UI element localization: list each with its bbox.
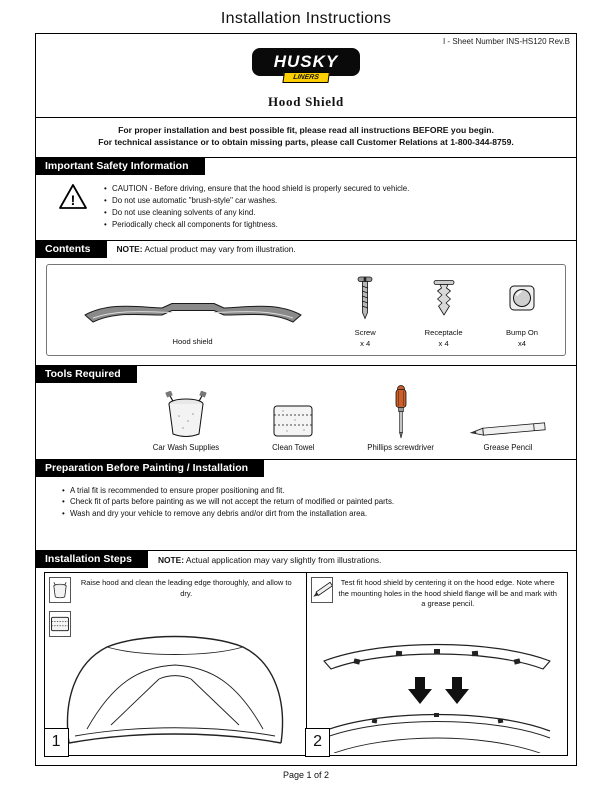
tool-label: Clean Towel	[272, 442, 315, 452]
steps-section-header: Installation Steps	[36, 551, 148, 568]
hood-cleaning-illustration	[45, 627, 306, 753]
hood-shield-illustration	[79, 291, 307, 332]
preparation-content	[36, 477, 576, 551]
tools-banner-row	[36, 366, 576, 383]
safety-content	[36, 175, 576, 239]
step-1-number: 1	[44, 728, 69, 757]
part-name: Receptacle	[424, 327, 463, 337]
safety-section	[36, 157, 576, 239]
preparation-bullet: • A trial fit is recommended to ensure proper positioning and fit.	[62, 485, 560, 497]
contents-note-text: Actual product may vary from illustration.	[144, 244, 296, 254]
step-2-number: 2	[305, 728, 330, 757]
safety-bullet: • Periodically check all components for tightness.	[104, 219, 409, 231]
product-title: Hood Shield	[268, 94, 344, 109]
preparation-banner-row	[36, 460, 576, 477]
car-wash-supplies-mini-icon	[49, 577, 71, 603]
part-receptacle	[415, 270, 473, 349]
contents-section-header: Contents	[36, 241, 107, 258]
part-qty: x 4	[438, 339, 449, 349]
tool-car-wash-supplies	[144, 391, 228, 453]
main-border-box	[35, 33, 577, 766]
step-2-panel	[307, 572, 569, 756]
logo-brand-text: HUSKY	[252, 48, 360, 76]
tool-clean-towel	[251, 391, 335, 453]
preparation-bullet: • Check fit of parts before painting as we will not accept the return of modified or painted parts.	[62, 496, 560, 508]
preparation-section	[36, 459, 576, 551]
step-2-instruction: Test fit hood shield by centering it on the hood edge. Note where the mounting holes in the hood shield flange will be and mark with a grease pencil.	[338, 578, 557, 609]
part-bump-on	[493, 270, 551, 349]
step-2-icons	[311, 577, 333, 603]
page-title: Installation Instructions	[220, 10, 392, 27]
tool-label: Car Wash Supplies	[152, 442, 220, 452]
part-name: Bump On	[505, 327, 539, 337]
contents-banner-row	[36, 241, 576, 258]
installation-steps-section	[36, 550, 576, 756]
parts-area	[332, 270, 555, 349]
husky-liners-logo	[252, 48, 360, 86]
safety-bullet: • Do not use cleaning solvents of any kind.	[104, 207, 409, 219]
tools-section-header: Tools Required	[36, 366, 137, 383]
contents-note	[117, 244, 296, 254]
tool-phillips-screwdriver	[359, 391, 443, 453]
bucket-icon	[164, 391, 208, 439]
step-1-instruction: Raise hood and clean the leading edge thoroughly, and allow to dry.	[80, 578, 292, 598]
safety-section-header: Important Safety Information	[36, 158, 205, 175]
contents-section	[36, 240, 576, 356]
tool-grease-pencil	[466, 391, 550, 453]
steps-note	[158, 555, 381, 565]
steps-banner-row	[36, 551, 576, 568]
receptacle-icon	[432, 270, 456, 326]
intro-text	[36, 118, 576, 157]
logo-sub-text: LINERS	[282, 72, 329, 83]
steps-note-text: Actual application may vary slightly from illustrations.	[185, 554, 382, 565]
safety-banner-row	[36, 158, 576, 175]
hood-shield-test-fit-illustration	[307, 635, 568, 753]
page-footer: Page 1 of 2	[282, 770, 330, 780]
safety-bullet-list	[104, 183, 409, 230]
steps-note-label: NOTE:	[157, 554, 184, 565]
sheet-number: I - Sheet Number INS-HS120 Rev.B	[442, 37, 570, 46]
safety-bullet: • Do not use automatic "brush-style" car washes.	[104, 195, 409, 207]
intro-line-1: For proper installation and best possible fit, please read all instructions BEFORE you begin.	[118, 125, 494, 135]
warning-triangle-icon	[58, 183, 88, 215]
intro-line-2: For technical assistance or to obtain missing parts, please call Customer Relations at 1-800-344-8759.	[98, 137, 514, 148]
preparation-bullet-list	[62, 485, 560, 521]
screwdriver-icon	[392, 391, 410, 439]
contents-note-label: NOTE:	[116, 244, 143, 254]
part-name: Screw	[354, 327, 376, 337]
hood-shield-label: Hood shield	[172, 337, 213, 347]
preparation-bullet: • Wash and dry your vehicle to remove any debris and/or dirt from the installation area.	[62, 508, 560, 520]
screw-icon	[357, 270, 373, 326]
tool-label: Phillips screwdriver	[367, 442, 435, 452]
grease-pencil-mini-icon	[311, 577, 333, 603]
safety-bullet: • CAUTION - Before driving, ensure that the hood shield is properly secured to vehicle.	[104, 183, 409, 195]
preparation-section-header: Preparation Before Painting / Installation	[36, 460, 264, 477]
step-1-panel	[44, 572, 307, 756]
tool-label: Grease Pencil	[483, 442, 533, 452]
part-screw	[336, 270, 394, 349]
tools-section	[36, 365, 576, 459]
part-qty: x 4	[360, 339, 371, 349]
part-qty: x4	[517, 339, 527, 349]
towel-icon	[273, 391, 313, 439]
contents-illustration-box	[46, 264, 566, 356]
bump-on-icon	[509, 270, 535, 326]
svg-text:!: !	[70, 192, 76, 209]
grease-pencil-icon	[468, 391, 548, 439]
hood-shield-area	[53, 270, 332, 349]
steps-row	[44, 572, 568, 756]
tools-row	[36, 383, 576, 459]
